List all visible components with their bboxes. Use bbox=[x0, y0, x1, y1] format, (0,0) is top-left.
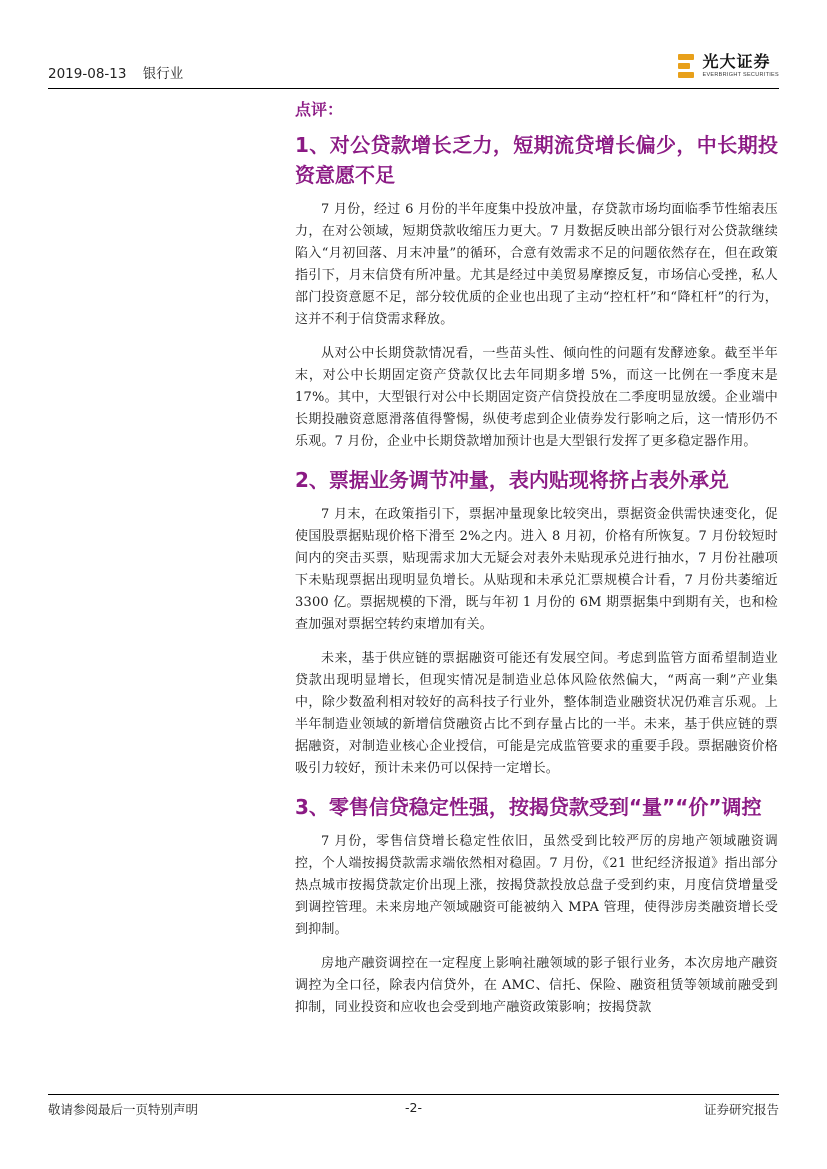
logo-mark-icon bbox=[678, 54, 698, 78]
report-body bbox=[295, 97, 778, 1031]
section-heading: 3、零售信贷稳定性强，按揭贷款受到“量”“价”调控 bbox=[295, 795, 762, 819]
paragraph: 未来，基于供应链的票据融资可能还有发展空间。考虑到监管方面希望制造业贷款出现明显增长，但现实情况是制造业总体风险依然偏大，“两高一剩”产业集中，除少数盈利相对较好的高科技子行业外，整体制造业融资状况仍难言乐观。上半年制造业领域的新增信贷融资占比不到存量占比的一半。未来，基于供应链的票据融资，对制造业核心企业授信，可能是完成监管要求的重要手段。票据融资价格吸引力较好，预计未来仍可以保持一定增长。 bbox=[295, 651, 778, 776]
header-divider bbox=[48, 88, 779, 89]
paragraph: 房地产融资调控在一定程度上影响社融领域的影子银行业务，本次房地产融资调控为全口径，除表内信贷外，在 AMC、信托、保险、融资租赁等领域前融受到抑制，同业投资和应收也会受到地产融资政策影响；按揭贷款 bbox=[295, 956, 778, 1015]
comment-label: 点评： bbox=[295, 100, 344, 119]
section-3 bbox=[295, 792, 778, 1019]
section-heading: 2、票据业务调节冲量，表内贴现将挤占表外承兑 bbox=[295, 468, 729, 492]
paragraph: 7 月份，零售信贷增长稳定性依旧，虽然受到比较严厉的房地产领域融资调控，个人端按揭贷款需求端依然相对稳固。7 月份，《21 世纪经济报道》指出部分热点城市按揭贷款定价出现上涨，按揭贷款投放总盘子受到约束，月度信贷增量受到调控管理。未来房地产领域融资可能被纳入 MPA 管理，使得涉房类融资增长受到抑制。 bbox=[295, 834, 778, 937]
footer-divider bbox=[48, 1094, 779, 1095]
section-1 bbox=[295, 130, 778, 453]
industry-label: 银行业 bbox=[142, 66, 184, 82]
paragraph: 从对公中长期贷款情况看，一些苗头性、倾向性的问题有发酵迹象。截至半年末，对公中长期固定资产贷款仅比去年同期多增 5%，而这一比例在一季度末是 17%。其中，大型银行对公中长期固定资产信贷投放在二季度明显放缓。企业端中长期投融资意愿滑落值得警惕，纵使考虑到企业债券发行影响之后，这一情形仍不乐观。7 月份，企业中长期贷款增加预计也是大型银行发挥了更多稳定器作用。 bbox=[295, 346, 778, 449]
report-date: 2019-08-13 bbox=[48, 66, 127, 82]
paragraph: 7 月末，在政策指引下，票据冲量现象比较突出，票据资金供需快速变化，促使国股票据贴现价格下滑至 2%之内。进入 8 月初，价格有所恢复。7 月份较短时间内的突击买票，贴现需求加大无疑会对表外未贴现承兑进行抽水，7 月份社融项下未贴现票据出现明显负增长。从贴现和未承兑汇票规模合计看，7 月份共萎缩近 3300 亿。票据规模的下滑，既与年初 1 月份的 6M 期票据集中到期有关，也和检查加强对票据空转约束增加有关。 bbox=[295, 507, 778, 632]
page-number: -2- bbox=[405, 1100, 422, 1115]
paragraph: 7 月份，经过 6 月份的半年度集中投放冲量，存贷款市场均面临季节性缩表压力，在对公领域，短期贷款收缩压力更大。7 月数据反映出部分银行对公贷款继续陷入“月初回落、月末冲量”的循环，合意有效需求不足的问题依然存在，但在政策指引下，月末信贷有所冲量。尤其是经过中美贸易摩擦反复，市场信心受挫，私人部门投资意愿不足，部分较优质的企业也出现了主动“控杠杆”和“降杠杆”的行为，这并不利于信贷需求释放。 bbox=[295, 202, 778, 327]
page-footer bbox=[48, 1100, 779, 1120]
disclaimer-note: 敬请参阅最后一页特别声明 bbox=[48, 1102, 199, 1117]
page-header bbox=[48, 50, 779, 84]
section-heading: 1、对公贷款增长乏力，短期流贷增长偏少，中长期投资意愿不足 bbox=[295, 133, 778, 187]
logo-name-en: EVERBRIGHT SECURITIES bbox=[702, 71, 779, 78]
company-logo bbox=[678, 50, 780, 82]
header-meta bbox=[48, 62, 183, 82]
logo-name-cn: 光大证券 bbox=[702, 51, 771, 71]
section-2 bbox=[295, 465, 778, 780]
report-type: 证券研究报告 bbox=[703, 1102, 779, 1117]
